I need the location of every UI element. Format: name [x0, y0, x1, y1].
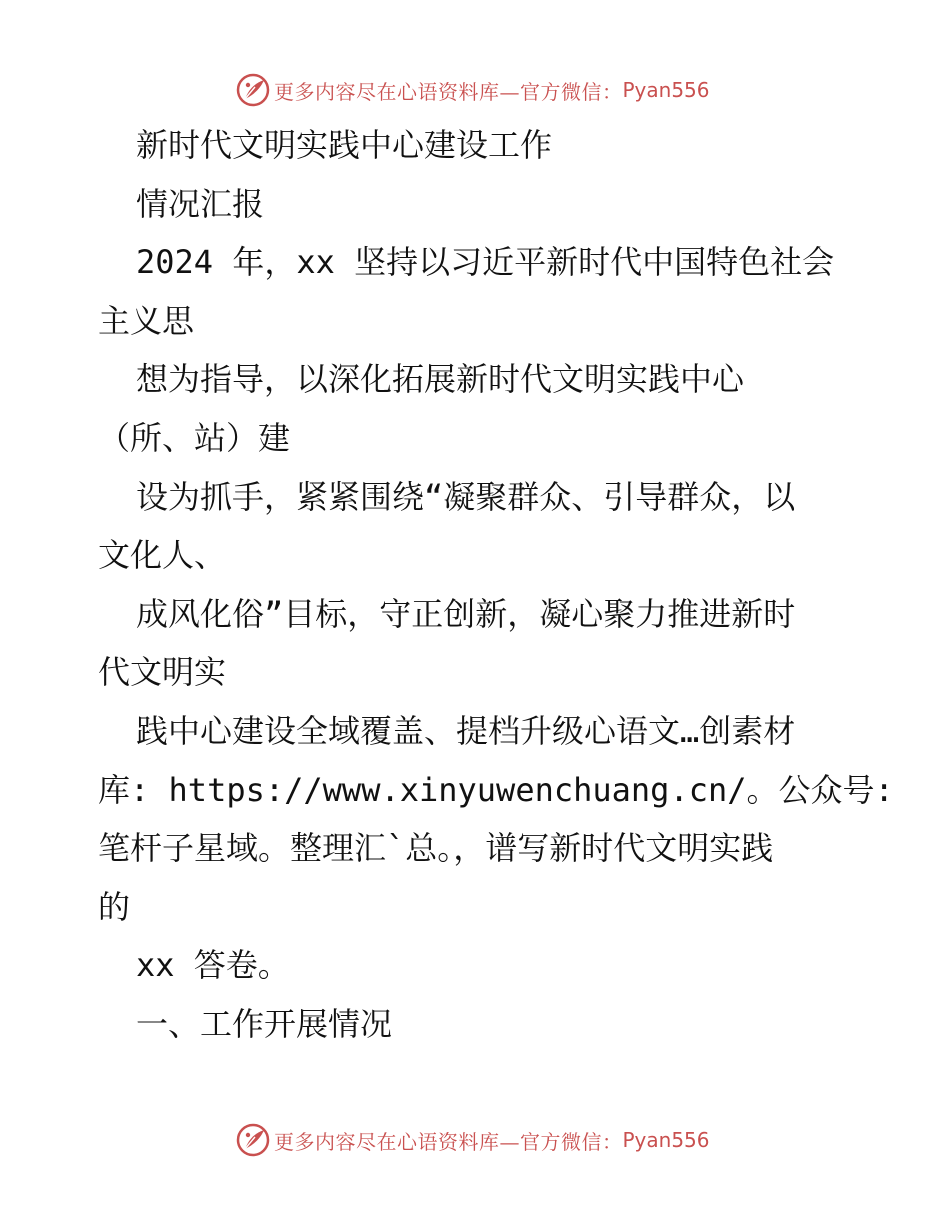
document-line: xx 答卷。 [136, 946, 290, 985]
document-line: 笔杆子星域。整理汇`总。，谱写新时代文明实践 [98, 829, 774, 868]
document-line: 库: https://www.xinyuwenchuang.cn/。公众号: [98, 770, 894, 809]
document-body [98, 116, 894, 1054]
document-line: （所、站）建 [98, 418, 291, 457]
footer-watermark-text: 更多内容尽在心语资料库—官方微信： [274, 1129, 623, 1154]
header-watermark-text: 更多内容尽在心语资料库—官方微信： [274, 79, 623, 104]
footer-wechat-id: Pyan556 [622, 1128, 710, 1152]
document-line: 一、工作开展情况 [136, 1004, 393, 1043]
document-line: 2024 年，xx 坚持以习近平新时代中国特色社会 [136, 243, 835, 282]
document-line: 文化人、 [98, 536, 227, 575]
document-line: 践中心建设全域覆盖、提档升级心语文…创素材 [136, 711, 796, 750]
document-line: 代文明实 [98, 653, 227, 692]
document-line: 的 [98, 887, 131, 926]
document-line: 情况汇报 [136, 184, 265, 223]
document-line: 成风化俗”目标，守正创新，凝心聚力推进新时 [136, 594, 796, 633]
document-line: 新时代文明实践中心建设工作 [136, 126, 553, 164]
document-line: 想为指导，以深化拓展新时代文明实践中心 [136, 360, 745, 399]
document-line: 设为抓手，紧紧围绕“凝聚群众、引导群众，以 [136, 477, 796, 516]
header-watermark [236, 73, 716, 107]
quill-pen-logo-icon [236, 1123, 270, 1157]
footer-watermark [236, 1123, 716, 1157]
document-line: 主义思 [98, 301, 195, 340]
quill-pen-logo-icon [236, 73, 270, 107]
header-wechat-id: Pyan556 [622, 78, 710, 102]
